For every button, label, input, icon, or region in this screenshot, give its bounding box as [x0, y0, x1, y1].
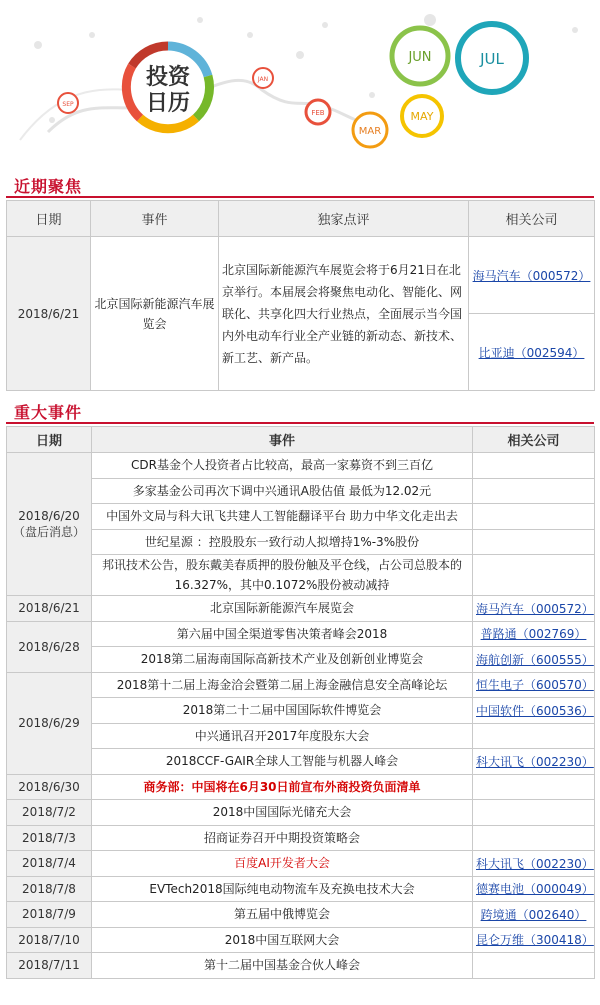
table-row	[7, 774, 595, 800]
major-col-date: 日期	[7, 427, 92, 453]
event-date	[7, 825, 92, 851]
table-row	[7, 529, 595, 555]
month-sep	[58, 93, 78, 113]
event-date	[7, 774, 92, 800]
logo-ring	[126, 46, 210, 130]
event-text: 2018第二十二届中国国际软件博览会	[92, 698, 473, 724]
month-jan	[253, 68, 273, 88]
table-row	[7, 621, 595, 647]
focus-section-title: 近期聚焦	[14, 177, 83, 196]
month-jul	[458, 24, 526, 92]
related-company	[473, 555, 595, 596]
focus-header-row	[7, 201, 595, 237]
related-company[interactable]: 普路通（002769）	[473, 621, 595, 647]
event-text: 招商证券召开中期投资策略会	[92, 825, 473, 851]
event-text: 2018第十二届上海金洽会暨第二届上海金融信息安全高峰论坛	[92, 672, 473, 698]
event-text: 多家基金公司再次下调中兴通讯A股估值 最低为12.02元	[92, 478, 473, 504]
event-date-value: 2018/6/28	[18, 639, 80, 654]
investment-calendar-banner	[0, 0, 600, 170]
related-company	[473, 953, 595, 979]
event-text: 2018中国互联网大会	[92, 927, 473, 953]
event-date-value: 2018/6/29	[18, 716, 80, 730]
event-date-value: 2018/6/30	[18, 779, 80, 794]
focus-col-company: 相关公司	[469, 201, 595, 237]
event-date	[7, 800, 92, 826]
svg-text:SEP: SEP	[62, 101, 74, 108]
svg-text:JAN: JAN	[257, 76, 269, 83]
logo-line1: 投资	[145, 65, 191, 90]
table-row	[7, 902, 595, 928]
table-row	[7, 927, 595, 953]
event-text: 中国外文局与科大讯飞共建人工智能翻译平台 助力中华文化走出去	[92, 504, 473, 530]
event-text: 世纪星源 ：控股股东一致行动人拟增持1%-3%股份	[92, 529, 473, 555]
focus-table	[6, 200, 595, 391]
focus-divider	[6, 196, 594, 198]
focus-col-date: 日期	[7, 201, 91, 237]
table-row	[7, 504, 595, 530]
event-date	[7, 876, 92, 902]
related-company	[473, 800, 595, 826]
major-section-title: 重大事件	[14, 403, 83, 422]
event-date-value: 2018/7/2	[22, 805, 76, 820]
event-text: 2018CCF-GAIR全球人工智能与机器人峰会	[92, 749, 473, 775]
major-col-event: 事件	[92, 427, 473, 453]
event-text: 2018中国国际光储充大会	[92, 800, 473, 826]
table-row	[7, 800, 595, 826]
table-row	[7, 723, 595, 749]
event-date-value: 2018/7/8	[22, 881, 76, 896]
related-company[interactable]: 海马汽车（000572）	[473, 596, 595, 622]
event-text: 2018第二届海南国际高新技术产业及创新创业博览会	[92, 647, 473, 673]
related-company[interactable]: 德赛电池（000049）	[473, 876, 595, 902]
month-feb	[306, 100, 330, 124]
event-date-note: （盘后消息）	[12, 524, 85, 539]
related-company	[473, 825, 595, 851]
related-company	[473, 774, 595, 800]
related-company[interactable]: 科大讯飞（002230）	[473, 851, 595, 877]
table-row	[7, 453, 595, 479]
table-row	[7, 953, 595, 979]
table-row	[7, 478, 595, 504]
event-date	[7, 902, 92, 928]
month-mar	[353, 113, 387, 147]
event-date	[7, 851, 92, 877]
event-date	[7, 596, 92, 622]
related-company	[473, 453, 595, 479]
related-company[interactable]: 中国软件（600536）	[473, 698, 595, 724]
event-text: 第六届中国全渠道零售决策者峰会2018	[92, 621, 473, 647]
related-company	[473, 478, 595, 504]
svg-text:JUL: JUL	[480, 50, 504, 68]
event-date-value: 2018/6/20	[18, 508, 80, 523]
event-text: 第五届中俄博览会	[92, 902, 473, 928]
event-date-value: 2018/6/21	[18, 601, 80, 616]
event-text: 商务部：中国将在6月30日前宣布外商投资负面清单	[92, 774, 473, 800]
related-company[interactable]: 恒生电子（600570）	[473, 672, 595, 698]
event-date-value: 2018/7/3	[22, 830, 76, 845]
event-text: 第十二届中国基金合伙人峰会	[92, 953, 473, 979]
related-company[interactable]: 跨境通（002640）	[473, 902, 595, 928]
related-company[interactable]: 昆仑万维（300418）	[473, 927, 595, 953]
table-row	[7, 876, 595, 902]
svg-text:MAR: MAR	[358, 126, 382, 137]
focus-col-comment: 独家点评	[219, 201, 469, 237]
focus-event: 北京国际新能源汽车展览会	[91, 237, 219, 391]
event-text: CDR基金个人投资者占比较高，最高一家募资不到三百亿	[92, 453, 473, 479]
table-row	[7, 647, 595, 673]
major-divider	[6, 422, 594, 424]
related-company[interactable]: 科大讯飞（002230）	[473, 749, 595, 775]
svg-text:JUN: JUN	[408, 50, 432, 65]
related-company[interactable]: 海航创新（600555）	[473, 647, 595, 673]
event-date	[7, 672, 92, 774]
related-company	[473, 723, 595, 749]
table-row	[7, 749, 595, 775]
event-date	[7, 927, 92, 953]
table-row	[7, 596, 595, 622]
focus-date: 2018/6/21	[7, 237, 91, 391]
event-text: 邦讯技术公告，股东戴美春质押的股份触及平仓线，占公司总股本的16.327%，其中0.1072%股份被动减持	[92, 555, 473, 596]
svg-text:MAY: MAY	[410, 110, 434, 123]
table-row	[7, 672, 595, 698]
focus-company-link[interactable]: 海马汽车（000572）	[469, 237, 595, 314]
focus-col-event: 事件	[91, 201, 219, 237]
major-header-row	[7, 427, 595, 453]
event-date-value: 2018/7/10	[18, 932, 80, 947]
focus-company-link[interactable]: 比亚迪（002594）	[469, 314, 595, 391]
major-events-table	[6, 426, 595, 979]
table-row	[7, 555, 595, 596]
event-text: 百度AI开发者大会	[92, 851, 473, 877]
logo-line2: 日历	[145, 91, 191, 116]
related-company	[473, 504, 595, 530]
event-text: 北京国际新能源汽车展览会	[92, 596, 473, 622]
event-date-value: 2018/7/4	[22, 856, 76, 871]
table-row	[7, 825, 595, 851]
event-date-value: 2018/7/9	[22, 907, 76, 922]
major-col-company: 相关公司	[473, 427, 595, 453]
event-date-value: 2018/7/11	[18, 958, 80, 973]
event-date	[7, 453, 92, 596]
svg-text:FEB: FEB	[311, 109, 325, 117]
related-company	[473, 529, 595, 555]
event-text: EVTech2018国际纯电动物流车及充换电技术大会	[92, 876, 473, 902]
event-text: 中兴通讯召开2017年度股东大会	[92, 723, 473, 749]
focus-row	[7, 237, 595, 314]
event-date	[7, 621, 92, 672]
month-may	[402, 96, 442, 136]
focus-comment: 北京国际新能源汽车展览会将于6月21日在北京举行。本届展会将聚焦电动化、智能化、网联化、共享化四大行业热点，全面展示当今国内外电动车行业全产业链的新动态、新技术、新工艺、新产品。	[219, 237, 469, 391]
event-date	[7, 953, 92, 979]
month-jun	[392, 28, 448, 84]
table-row	[7, 851, 595, 877]
table-row	[7, 698, 595, 724]
